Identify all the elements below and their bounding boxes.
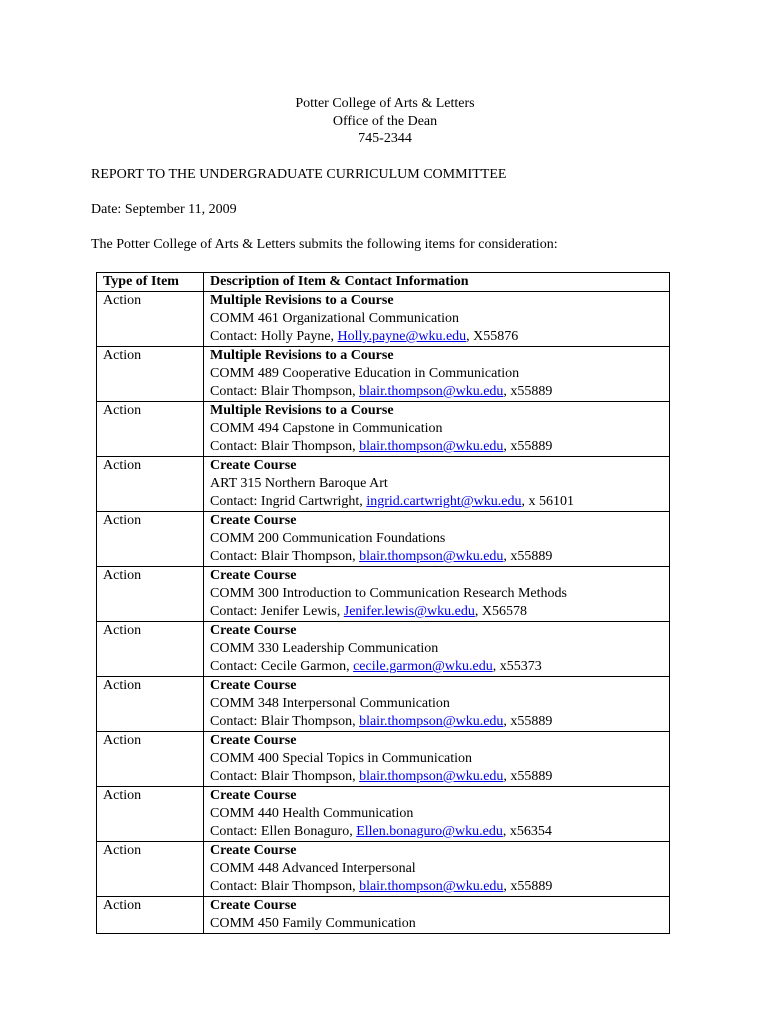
item-description [204, 347, 670, 402]
table-row [97, 842, 670, 897]
table-row [97, 787, 670, 842]
item-title: Create Course [210, 733, 297, 748]
table-row [97, 402, 670, 457]
item-course: COMM 489 Cooperative Education in Communication [210, 366, 520, 381]
contact-name: Contact: Blair Thompson, [210, 769, 360, 784]
contact-email-link[interactable]: blair.thompson@wku.edu [359, 714, 504, 729]
office-phone: 745-2344 [358, 131, 412, 146]
table-row [97, 347, 670, 402]
item-course: ART 315 Northern Baroque Art [210, 476, 388, 491]
item-type: Action [97, 897, 204, 934]
item-type: Action [97, 622, 204, 677]
letterhead [0, 95, 770, 148]
table-row [97, 677, 670, 732]
item-contact [210, 328, 663, 346]
item-type: Action [97, 347, 204, 402]
contact-email-link[interactable]: Ellen.bonaguro@wku.edu [356, 824, 503, 839]
item-title: Create Course [210, 678, 297, 693]
item-type: Action [97, 402, 204, 457]
item-contact [210, 383, 663, 401]
item-title: Multiple Revisions to a Course [210, 403, 394, 418]
item-type: Action [97, 732, 204, 787]
item-title: Create Course [210, 458, 297, 473]
item-type: Action [97, 567, 204, 622]
contact-email-link[interactable]: blair.thompson@wku.edu [359, 879, 504, 894]
contact-email-link[interactable]: ingrid.cartwright@wku.edu [366, 494, 522, 509]
contact-email-link[interactable]: Holly.payne@wku.edu [337, 329, 467, 344]
item-contact [210, 768, 663, 786]
table-row [97, 897, 670, 934]
item-course: COMM 300 Introduction to Communication Research Methods [210, 586, 567, 601]
contact-extension: , x55889 [503, 439, 553, 454]
item-description [204, 402, 670, 457]
contact-extension: , X56578 [474, 604, 527, 619]
item-course: COMM 461 Organizational Communication [210, 311, 459, 326]
item-description [204, 622, 670, 677]
item-title: Create Course [210, 788, 297, 803]
contact-extension: , X55876 [466, 329, 519, 344]
contact-extension: , x55889 [503, 549, 553, 564]
items-table [96, 272, 670, 934]
contact-extension: , x56354 [502, 824, 552, 839]
item-course: COMM 450 Family Communication [210, 916, 416, 931]
item-contact [210, 658, 663, 676]
table-row [97, 622, 670, 677]
contact-extension: , x55889 [503, 384, 553, 399]
item-contact [210, 493, 663, 511]
contact-name: Contact: Jenifer Lewis, [210, 604, 344, 619]
item-course: COMM 494 Capstone in Communication [210, 421, 443, 436]
item-contact [210, 713, 663, 731]
table-row [97, 292, 670, 347]
item-title: Create Course [210, 898, 297, 913]
item-description [204, 897, 670, 934]
contact-name: Contact: Cecile Garmon, [210, 659, 354, 674]
item-title: Create Course [210, 513, 297, 528]
contact-email-link[interactable]: cecile.garmon@wku.edu [353, 659, 493, 674]
contact-email-link[interactable]: blair.thompson@wku.edu [359, 769, 504, 784]
item-contact [210, 438, 663, 456]
item-course: COMM 330 Leadership Communication [210, 641, 439, 656]
item-description [204, 842, 670, 897]
item-description [204, 512, 670, 567]
college-name: Potter College of Arts & Letters [295, 96, 475, 111]
item-title: Create Course [210, 568, 297, 583]
contact-name: Contact: Blair Thompson, [210, 879, 360, 894]
table-row [97, 732, 670, 787]
item-description [204, 732, 670, 787]
report-title: REPORT TO THE UNDERGRADUATE CURRICULUM COMMITTEE [91, 167, 507, 182]
item-contact [210, 878, 663, 896]
item-type: Action [97, 787, 204, 842]
contact-name: Contact: Blair Thompson, [210, 549, 360, 564]
table-row [97, 457, 670, 512]
intro-text: The Potter College of Arts & Letters submits the following items for consideration: [91, 237, 558, 252]
report-date: Date: September 11, 2009 [91, 202, 237, 217]
contact-email-link[interactable]: Jenifer.lewis@wku.edu [343, 604, 475, 619]
table-header-row [97, 273, 670, 292]
item-description [204, 567, 670, 622]
contact-name: Contact: Blair Thompson, [210, 384, 360, 399]
contact-name: Contact: Ellen Bonaguro, [210, 824, 357, 839]
item-title: Multiple Revisions to a Course [210, 348, 394, 363]
table-row [97, 567, 670, 622]
item-type: Action [97, 677, 204, 732]
office-name: Office of the Dean [332, 113, 438, 129]
item-description [204, 677, 670, 732]
item-course: COMM 348 Interpersonal Communication [210, 696, 450, 711]
item-course: COMM 448 Advanced Interpersonal [210, 861, 416, 876]
column-header-type: Type of Item [97, 273, 204, 292]
item-contact [210, 548, 663, 566]
contact-name: Contact: Ingrid Cartwright, [210, 494, 367, 509]
item-contact [210, 823, 663, 841]
contact-name: Contact: Blair Thompson, [210, 439, 360, 454]
item-contact [210, 603, 663, 621]
item-description [204, 292, 670, 347]
table-row [97, 512, 670, 567]
contact-name: Contact: Holly Payne, [210, 329, 338, 344]
item-type: Action [97, 842, 204, 897]
item-title: Create Course [210, 843, 297, 858]
contact-email-link[interactable]: blair.thompson@wku.edu [359, 549, 504, 564]
item-title: Create Course [210, 623, 297, 638]
item-type: Action [97, 292, 204, 347]
item-description [204, 457, 670, 512]
column-header-description: Description of Item & Contact Information [204, 273, 670, 292]
item-description [204, 787, 670, 842]
contact-extension: , x 56101 [521, 494, 575, 509]
contact-name: Contact: Blair Thompson, [210, 714, 360, 729]
item-type: Action [97, 512, 204, 567]
contact-extension: , x55889 [503, 879, 553, 894]
item-course: COMM 200 Communication Foundations [210, 531, 446, 546]
item-course: COMM 440 Health Communication [210, 806, 414, 821]
contact-email-link[interactable]: blair.thompson@wku.edu [359, 439, 504, 454]
contact-extension: , x55889 [503, 769, 553, 784]
item-type: Action [97, 457, 204, 512]
contact-email-link[interactable]: blair.thompson@wku.edu [359, 384, 504, 399]
contact-extension: , x55889 [503, 714, 553, 729]
item-course: COMM 400 Special Topics in Communication [210, 751, 473, 766]
item-title: Multiple Revisions to a Course [210, 293, 394, 308]
contact-extension: , x55373 [492, 659, 542, 674]
